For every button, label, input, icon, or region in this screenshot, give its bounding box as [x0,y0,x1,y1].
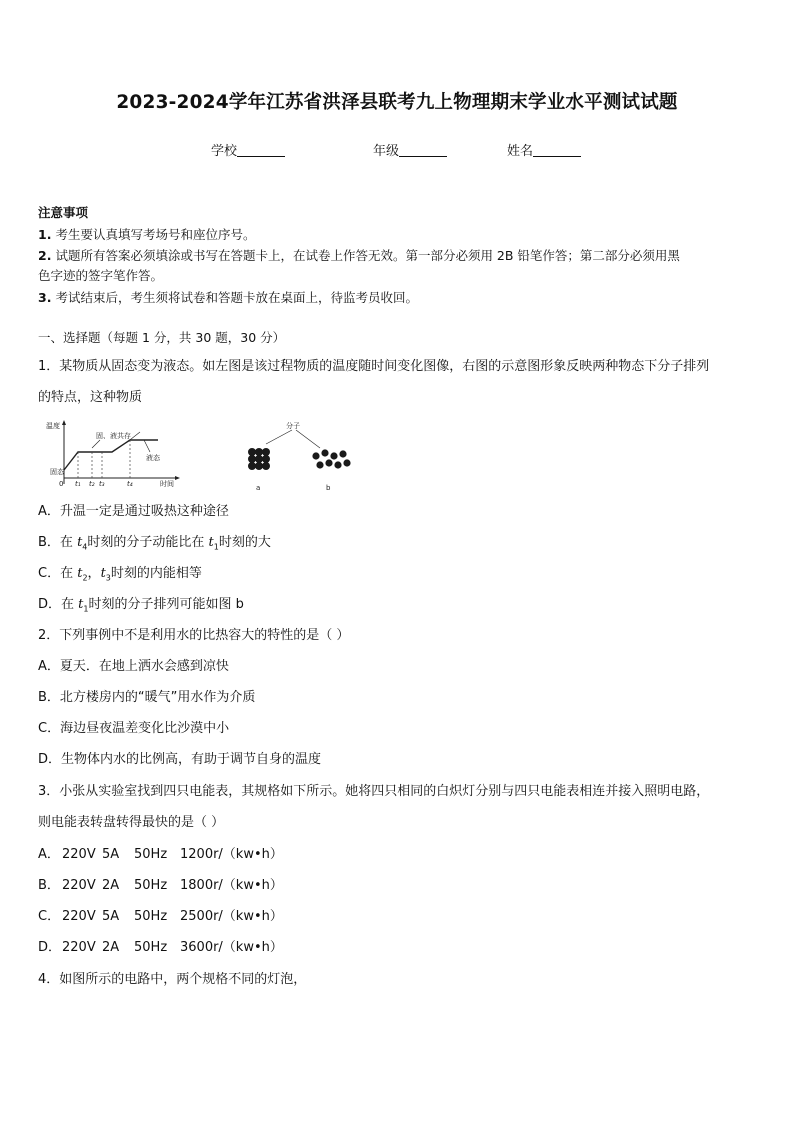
figure-a-label: a [256,484,261,492]
q3-option-a: A． 220V 5A 50Hz 1200r/（kw•h） [38,847,283,862]
notes-heading: 注意事项 [38,205,89,220]
page-title: 2023-2024学年江苏省洪泽县联考九上物理期末学业水平测试试题 [116,92,678,113]
q2-option-a: A．夏天．在地上洒水会感到凉快 [38,659,229,674]
graph-liquid-label: 液态 [146,454,160,462]
graph-origin: 0 [59,480,64,488]
figure-b-label: b [326,484,331,492]
q1-stem-line2: 的特点，这种物质 [38,390,143,405]
q3-stem-line1: 3．小张从实验室找到四只电能表，其规格如下所示。她将四只相同的白炽灯分别与四只电能表相连并接入照明电路， [38,784,710,799]
school-field [211,140,285,159]
graph-y-label: 温度 [46,422,60,430]
note-item: 1. 考生要认真填写考场号和座位序号。 [38,227,256,242]
q2-option-d: D．生物体内水的比例高，有助于调节自身的温度 [38,752,322,767]
q3-option-d: D．220V 2A 50Hz 3600r/（kw•h） [38,940,283,955]
grade-label: 年级 [373,144,400,159]
q1-option-a: A．升温一定是通过吸热这种途径 [38,504,229,519]
graph-tick: t₁ [75,480,81,488]
q3-option-c: C． 220V 5A 50Hz 2500r/（kw•h） [38,909,283,924]
note-item: 3. 考试结束后，考生须将试卷和答题卡放在桌面上，待监考员收回。 [38,290,418,305]
note-item: 2. 试题所有答案必须填涂或书写在答题卡上，在试卷上作答无效。第一部分必须用 2B 铅笔作答；第二部分必须用黑 [38,248,680,263]
molecule-label: 分子 [286,422,300,430]
q1-option-d: D．在 $t_1$时刻的分子排列可能如图 b [38,597,244,614]
temperature-time-graph [40,418,190,490]
graph-solid-label: 固态 [50,468,64,476]
q2-option-c: C．海边昼夜温差变化比沙漠中小 [38,721,230,736]
name-blank [533,144,581,157]
graph-tick: t₂ [89,480,95,488]
q1-option-c: C．在 $t_2$，$t_3$时刻的内能相等 [38,566,202,583]
note-item: 色字迹的签字笔作答。 [38,268,164,283]
q1-option-b: B．在 $t_4$时刻的分子动能比在 $t_1$时刻的大 [38,535,271,552]
name-field [507,140,581,159]
q2-stem: 2．下列事例中不是利用水的比热容大的特性的是（ ） [38,628,350,643]
grade-blank [399,144,447,157]
grade-field [373,140,447,159]
q1-stem-line1: 1．某物质从固态变为液态。如左图是该过程物质的温度随时间变化图像，右图的示意图形象反映两种物态下分子排列 [38,359,710,374]
molecules-a [248,448,270,470]
school-blank [237,144,285,157]
graph-tick: t₃ [99,480,105,488]
school-label: 学校 [211,144,238,159]
q3-option-b: B． 220V 2A 50Hz 1800r/（kw•h） [38,878,283,893]
molecules-b [312,449,350,468]
q3-stem-line2: 则电能表转盘转得最快的是（ ） [38,815,225,830]
name-label: 姓名 [507,144,534,159]
graph-mixed-label: 固、液共存 [96,432,131,440]
graph-tick: t₄ [127,480,133,488]
section-title: 一、选择题（每题 1 分，共 30 题，30 分） [38,330,286,345]
q4-stem: 4．如图所示的电路中，两个规格不同的灯泡， [38,972,307,987]
graph-x-label: 时间 [160,480,174,488]
molecule-arrangement-figure [236,420,362,494]
q2-option-b: B．北方楼房内的“暖气”用水作为介质 [38,690,256,705]
